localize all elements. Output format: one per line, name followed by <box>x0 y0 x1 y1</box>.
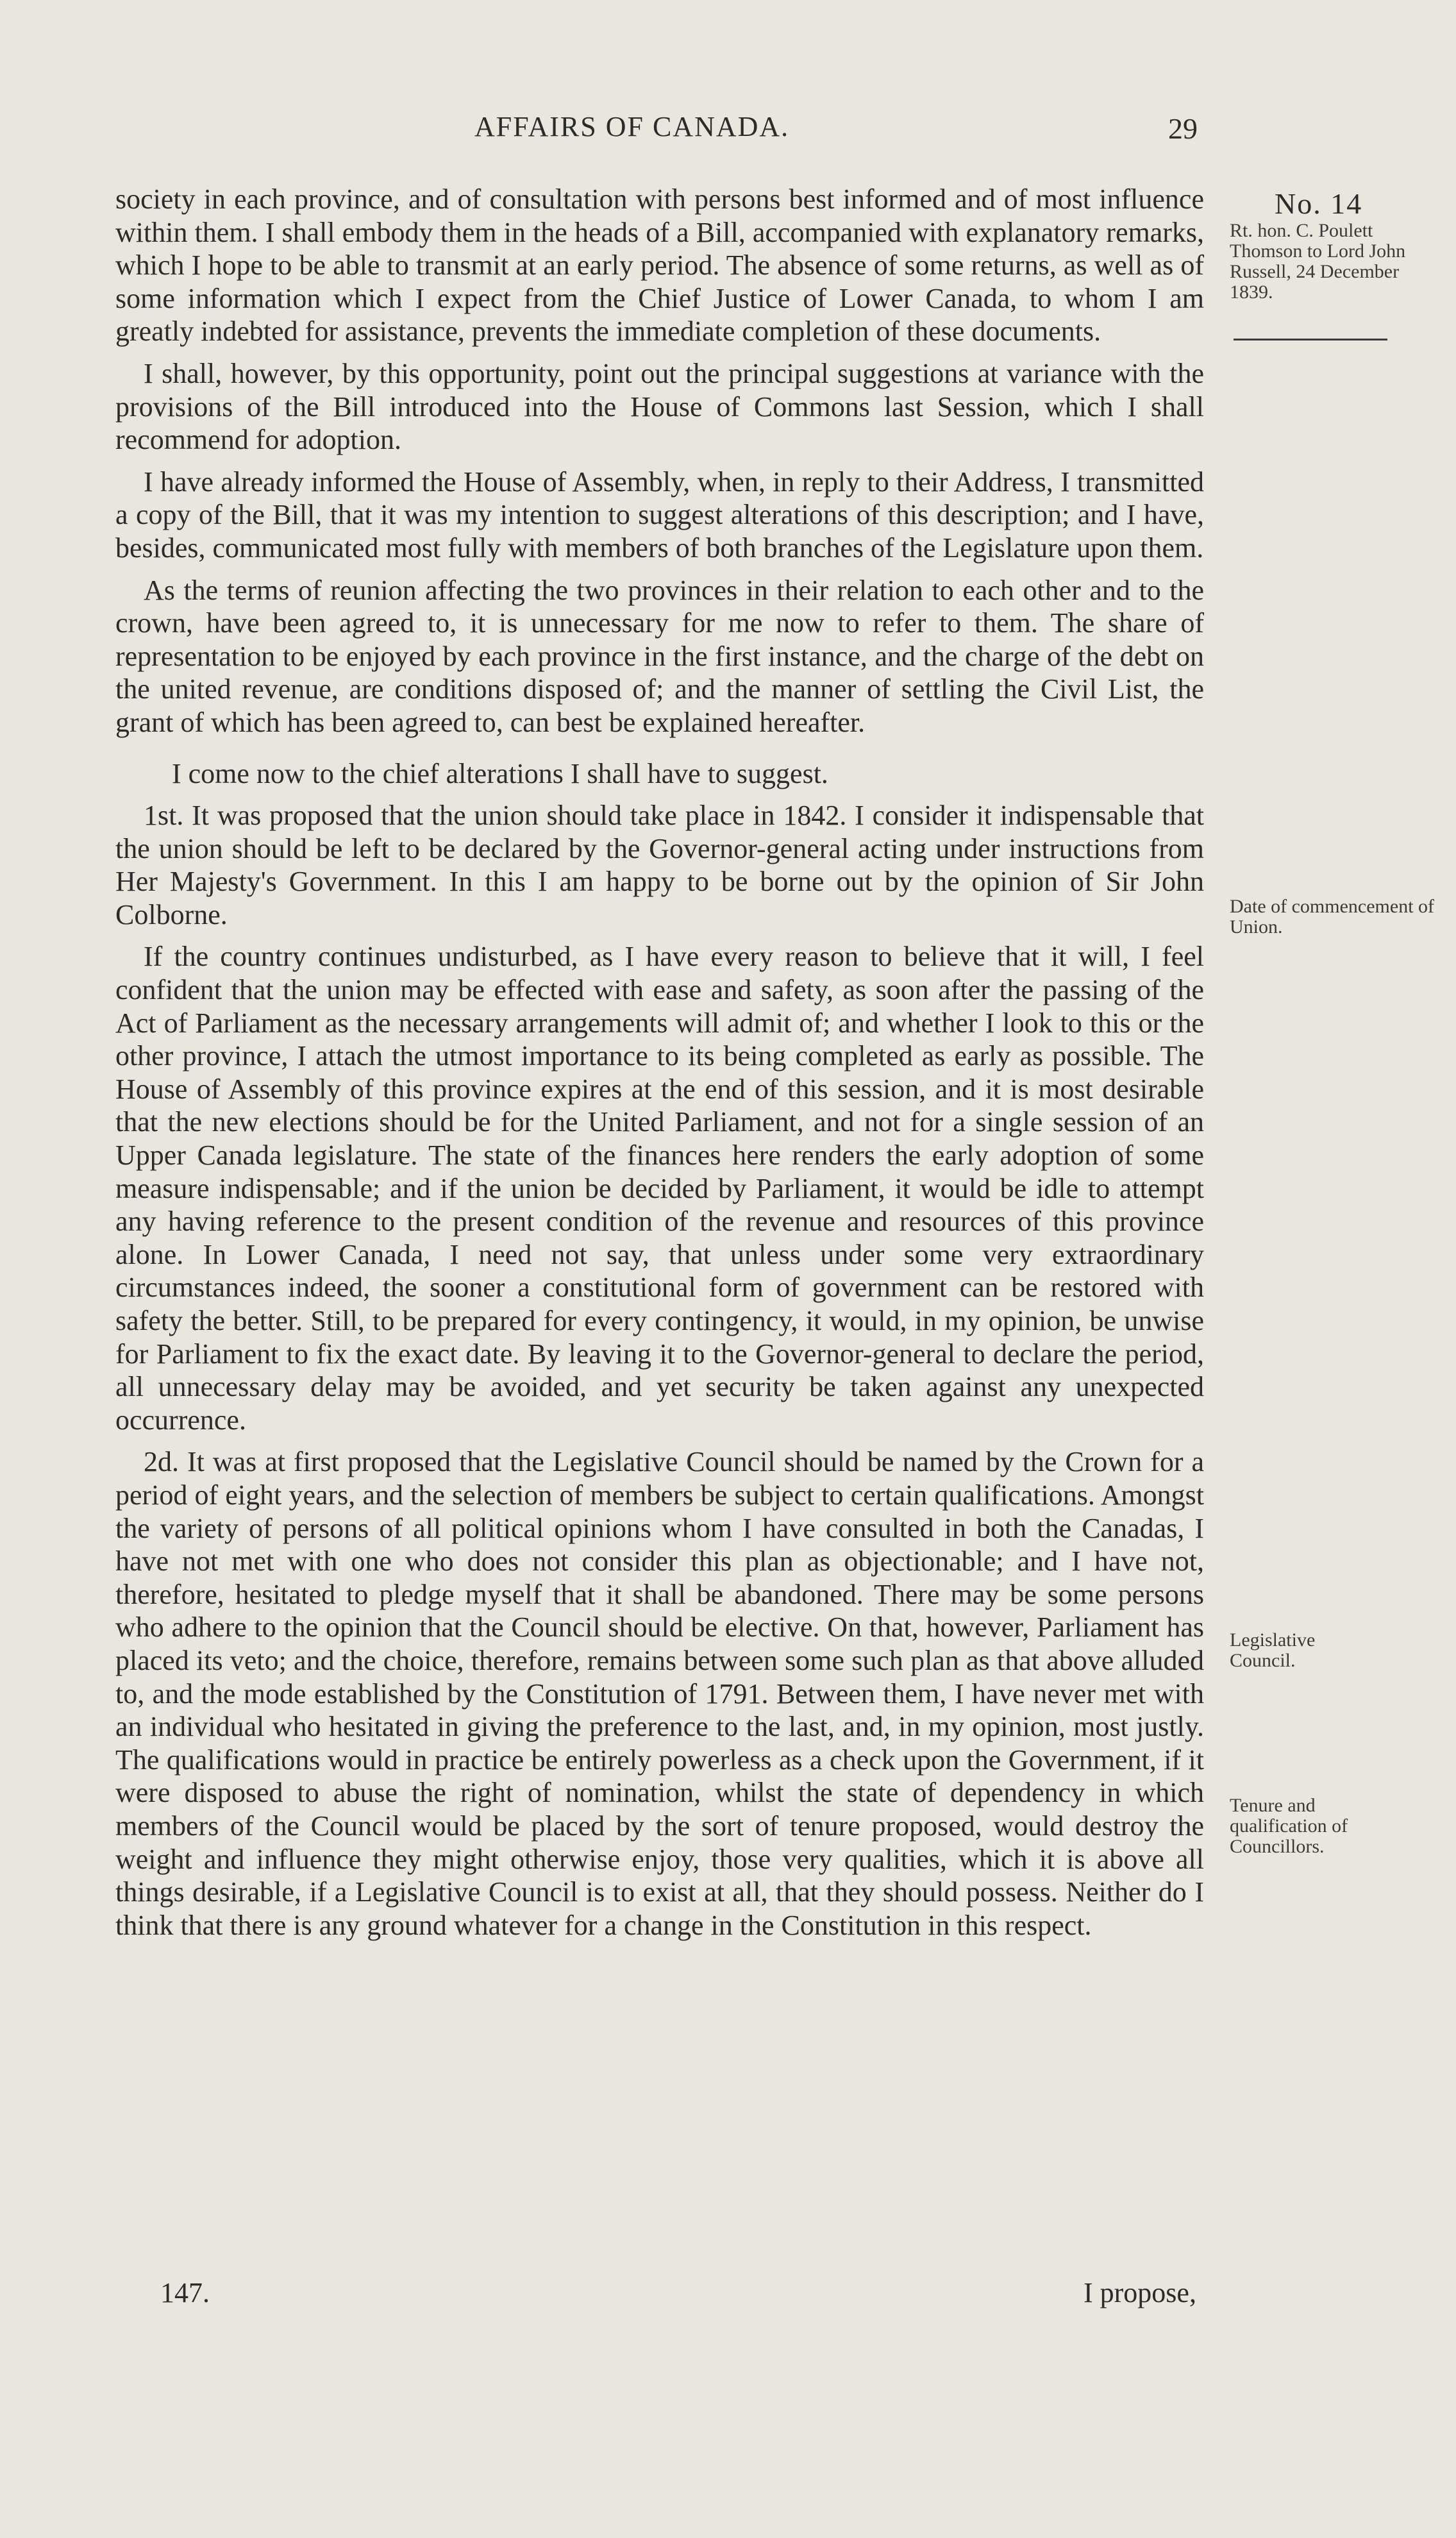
paragraph-5: I come now to the chief alterations I shall have to suggest. <box>172 757 828 789</box>
page-number: 29 <box>1168 112 1198 145</box>
sidenote-correspondence: Rt. hon. C. Poulett Thomson to Lord John Russell, 24 December 1839. <box>1230 220 1406 303</box>
paragraph-8: 2d. It was at first proposed that the Legislative Council should be named by the Crown for a period of eight years, and the selection of members be subject to certain qualifications. Amongst the variety of persons of all political opinions whom I have consulted in both the Canadas, I have not met with one who does not consider this plan as objectionable; and I have not, therefore, hesitated to pledge myself that it shall be abandoned. There may be some persons who adhere to the opinion that the Council should be elective. On that, however, Parliament has placed its veto; and the choice, therefore, remains between some such plan as that above alluded to, and the mode established by the Constitution of 1791. Between them, I have never met with an individual who hesitated in giving the preference to the last, and, in my opinion, most justly. The qualifications would in practice be entirely powerless as a check upon the Government, if it were disposed to abuse the right of nomination, whilst the state of dependency in which members of the Council would be placed by the sort of tenure proposed, would destroy the weight and influence they might otherwise enjoy, those very qualities, which it is above all things desirable, if a Legislative Council is to exist at all, that they should possess. Neither do I think that there is any ground whatever for a change in the Constitution in this respect. <box>115 1446 1204 1941</box>
sidenote-union-date: Date of commencement of Union. <box>1230 896 1435 937</box>
paragraph-6: 1st. It was proposed that the union should take place in 1842. I consider it indispensable that the union should be left to be declared by the Governor-general acting under instructions from Her Majesty's Government. In this I am happy to be borne out by the opinion of Sir John Colborne. <box>115 800 1204 930</box>
paragraph-3: I have already informed the House of Assembly, when, in reply to their Address, I transmitted a copy of the Bill, that it was my intention to suggest alterations of this description; and I have, besides, communicated most fully with members of both branches of the Legislature upon them. <box>115 466 1204 564</box>
body-text <box>115 183 1204 1951</box>
document-number: No. 14 <box>1275 187 1363 220</box>
sidenote-tenure: Tenure and qualification of Councillors. <box>1230 1795 1348 1857</box>
sidenote-divider <box>1234 339 1387 340</box>
page-header <box>0 110 1456 149</box>
sidenote-legislative-council: Legislative Council. <box>1230 1629 1316 1671</box>
catchword: I propose, <box>1084 2277 1196 2308</box>
paragraph-2: I shall, however, by this opportunity, point out the principal suggestions at variance with the provisions of the Bill introduced into the House of Commons last Session, which I shall recommend for adoption. <box>115 357 1204 456</box>
signature-mark: 147. <box>160 2277 210 2308</box>
paragraph-1: society in each province, and of consultation with persons best informed and of most influence within them. I shall embody them in the heads of a Bill, accompanied with explanatory remarks, which I hope to be able to transmit at an early period. The absence of some returns, as well as of some information which I expect from the Chief Justice of Lower Canada, to whom I am greatly indebted for assistance, prevents the immediate completion of these documents. <box>115 183 1204 348</box>
running-head: AFFAIRS OF CANADA. <box>474 111 790 142</box>
paragraph-4: As the terms of reunion affecting the two provinces in their relation to each other and to the crown, have been agreed to, it is unnecessary for me now to refer to them. The share of representation to be enjoyed by each province in the first instance, and the charge of the debt on the united revenue, are conditions disposed of; and the manner of settling the Civil List, the grant of which has been agreed to, can best be explained hereafter. <box>115 574 1204 738</box>
paragraph-7: If the country continues undisturbed, as I have every reason to believe that it will, I feel confident that the union may be effected with ease and safety, as soon after the passing of the Act of Parliament as the necessary arrangements will admit of; and whether I look to this or the other province, I attach the utmost importance to its being completed as early as possible. The House of Assembly of this province expires at the end of this session, and it is most desirable that the new elections should be for the United Parliament, and not for a single session of an Upper Canada legislature. The state of the finances here renders the early adoption of some measure indispensable; and if the union be decided by Parliament, it would be idle to attempt any having reference to the present condition of the revenue and resources of this province alone. In Lower Canada, I need not say, that unless under some very extraordinary circumstances indeed, the sooner a constitutional form of government can be restored with safety the better. Still, to be prepared for every contingency, it would, in my opinion, be unwise for Parliament to fix the exact date. By leaving it to the Governor-general to declare the period, all unnecessary delay may be avoided, and yet security be taken against any unexpected occurrence. <box>115 941 1204 1436</box>
